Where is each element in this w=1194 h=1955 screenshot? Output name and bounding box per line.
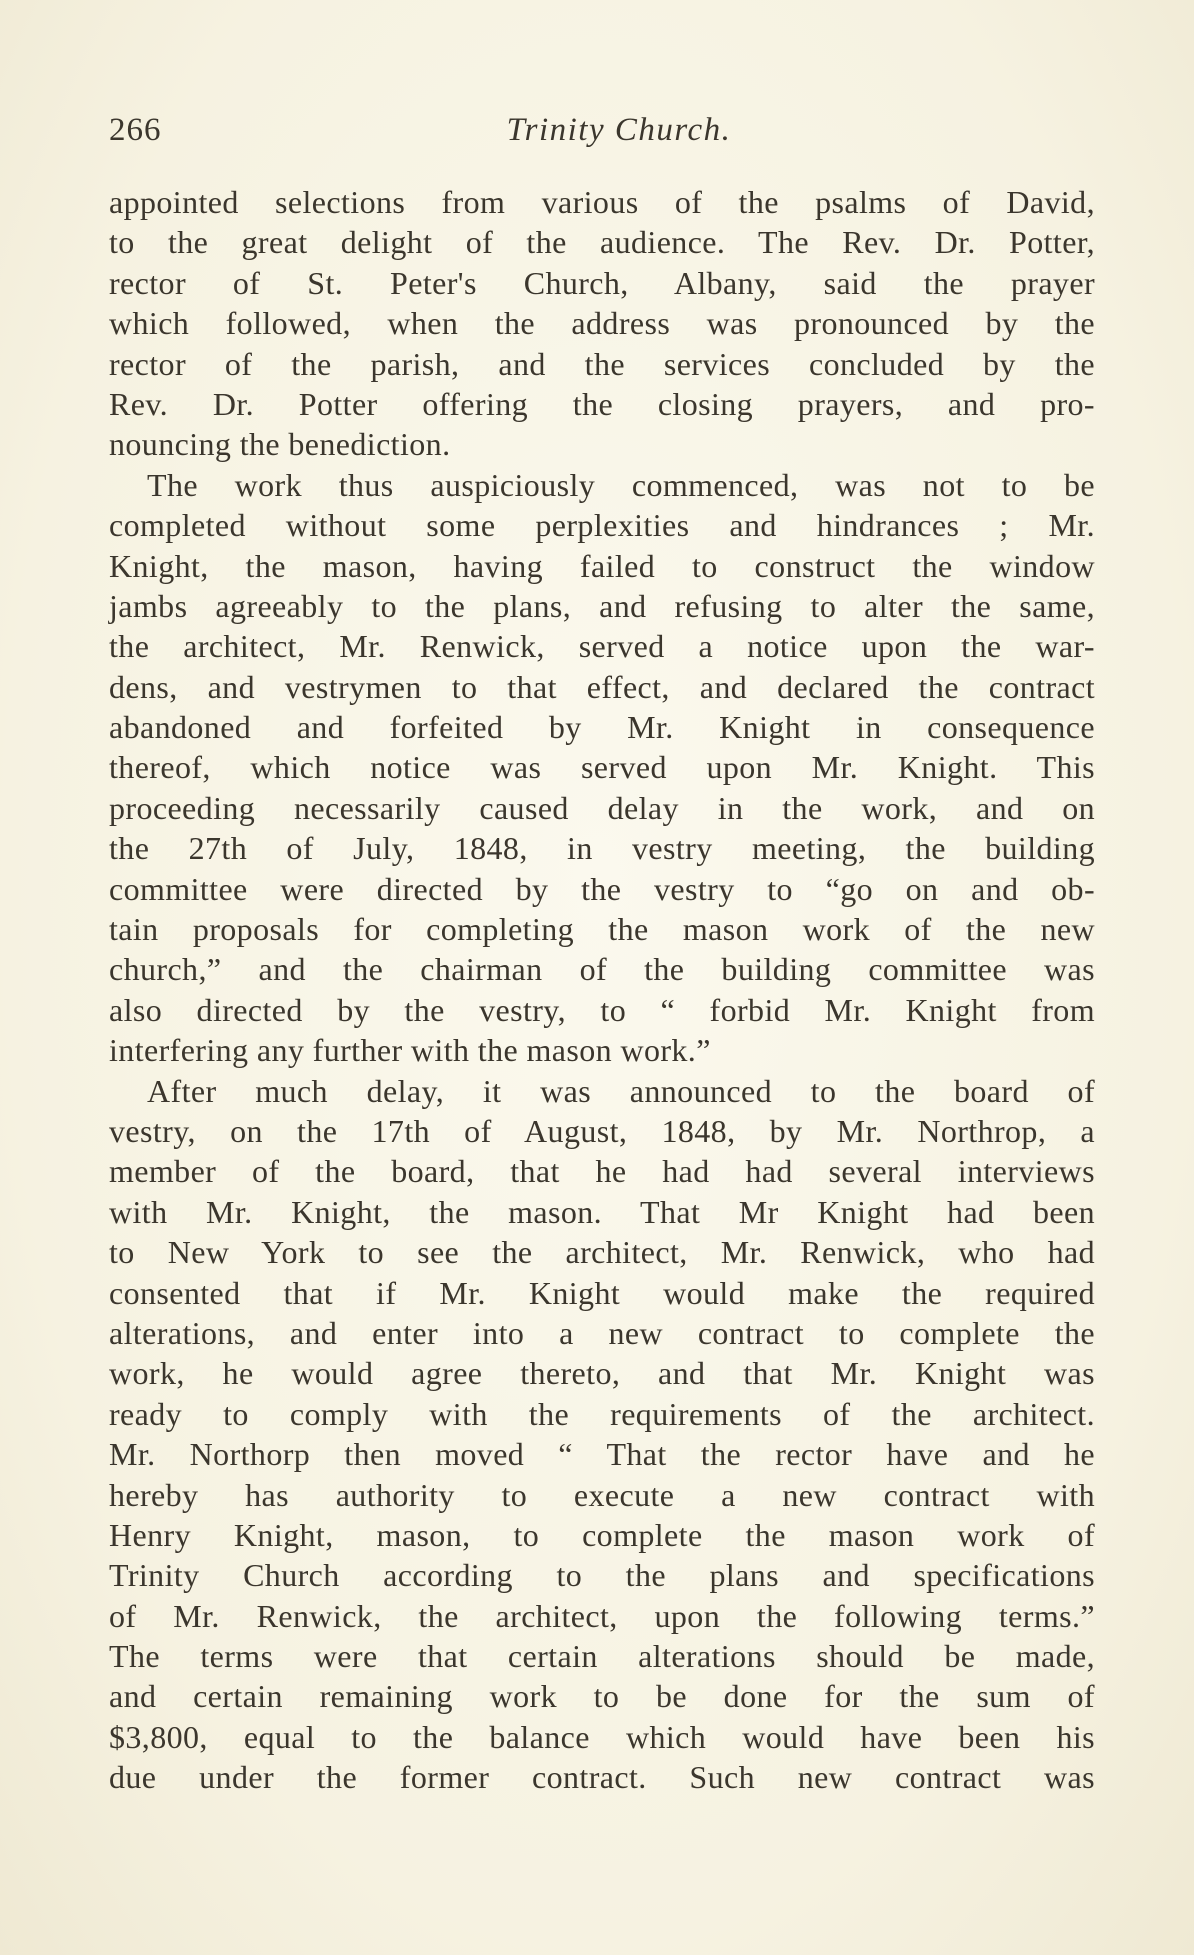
text-line: $3,800, equal to the balance which would have been his xyxy=(109,1718,1095,1755)
text-line: which followed, when the address was pronounced by the xyxy=(109,305,1095,342)
text-line: rector of the parish, and the services concluded by the xyxy=(109,345,1095,382)
text-line: Rev. Dr. Potter offering the closing prayers, and pro- xyxy=(109,385,1095,422)
text-line: The terms were that certain alterations should be made, xyxy=(109,1638,1095,1675)
text-line: hereby has authority to execute a new contract with xyxy=(109,1476,1095,1513)
text-line: ready to comply with the requirements of the architect. xyxy=(109,1395,1095,1432)
text-line: to New York to see the architect, Mr. Renwick, who had xyxy=(109,1234,1095,1271)
body-text xyxy=(109,182,1095,1798)
text-line: Henry Knight, mason, to complete the mason work of xyxy=(109,1516,1095,1553)
text-line: due under the former contract. Such new contract was xyxy=(109,1759,1095,1796)
running-title: Trinity Church. xyxy=(506,112,732,148)
text-line: interfering any further with the mason work.” xyxy=(109,1032,711,1069)
text-line: Trinity Church according to the plans and specifications xyxy=(109,1557,1095,1594)
page-header xyxy=(109,112,1095,156)
text-line: committee were directed by the vestry to “go on and ob- xyxy=(109,870,1095,907)
paragraph xyxy=(109,1071,1095,1798)
text-line: nouncing the benediction. xyxy=(109,426,451,463)
text-line: the 27th of July, 1848, in vestry meeting, the building xyxy=(109,830,1095,867)
text-line: vestry, on the 17th of August, 1848, by Mr. Northrop, a xyxy=(109,1112,1095,1149)
text-line: appointed selections from various of the psalms of David, xyxy=(109,184,1095,220)
text-line: After much delay, it was announced to the board of xyxy=(147,1072,1095,1109)
text-line: Knight, the mason, having failed to construct the window xyxy=(109,547,1095,584)
text-line: consented that if Mr. Knight would make the required xyxy=(109,1274,1095,1311)
text-line: jambs agreeably to the plans, and refusing to alter the same, xyxy=(109,587,1095,624)
text-line: thereof, which notice was served upon Mr. Knight. This xyxy=(109,749,1095,786)
paragraph xyxy=(109,182,1095,465)
text-line: proceeding necessarily caused delay in the work, and on xyxy=(109,789,1095,826)
text-line: also directed by the vestry, to “ forbid Mr. Knight from xyxy=(109,991,1095,1028)
paragraph xyxy=(109,465,1095,1071)
text-line: church,” and the chairman of the building committee was xyxy=(109,951,1095,988)
text-line: Mr. Northorp then moved “ That the rector have and he xyxy=(109,1436,1095,1473)
text-line: with Mr. Knight, the mason. That Mr Knight had been xyxy=(109,1193,1095,1230)
text-line: tain proposals for completing the mason work of the new xyxy=(109,911,1095,948)
text-line: and certain remaining work to be done for the sum of xyxy=(109,1678,1095,1715)
text-line: member of the board, that he had had several interviews xyxy=(109,1153,1095,1190)
text-line: to the great delight of the audience. The Rev. Dr. Potter, xyxy=(109,224,1095,261)
text-line: completed without some perplexities and hindrances ; Mr. xyxy=(109,507,1095,544)
text-line: The work thus auspiciously commenced, was not to be xyxy=(147,466,1095,503)
text-line: rector of St. Peter's Church, Albany, said the prayer xyxy=(109,264,1095,301)
text-line: dens, and vestrymen to that effect, and declared the contract xyxy=(109,668,1095,705)
text-line: work, he would agree thereto, and that Mr. Knight was xyxy=(109,1355,1095,1392)
text-line: of Mr. Renwick, the architect, upon the following terms.” xyxy=(109,1597,1095,1634)
text-line: abandoned and forfeited by Mr. Knight in consequence xyxy=(109,709,1095,746)
text-line: alterations, and enter into a new contract to complete the xyxy=(109,1314,1095,1351)
text-line: the architect, Mr. Renwick, served a notice upon the war- xyxy=(109,628,1095,665)
page-number: 266 xyxy=(109,112,162,148)
